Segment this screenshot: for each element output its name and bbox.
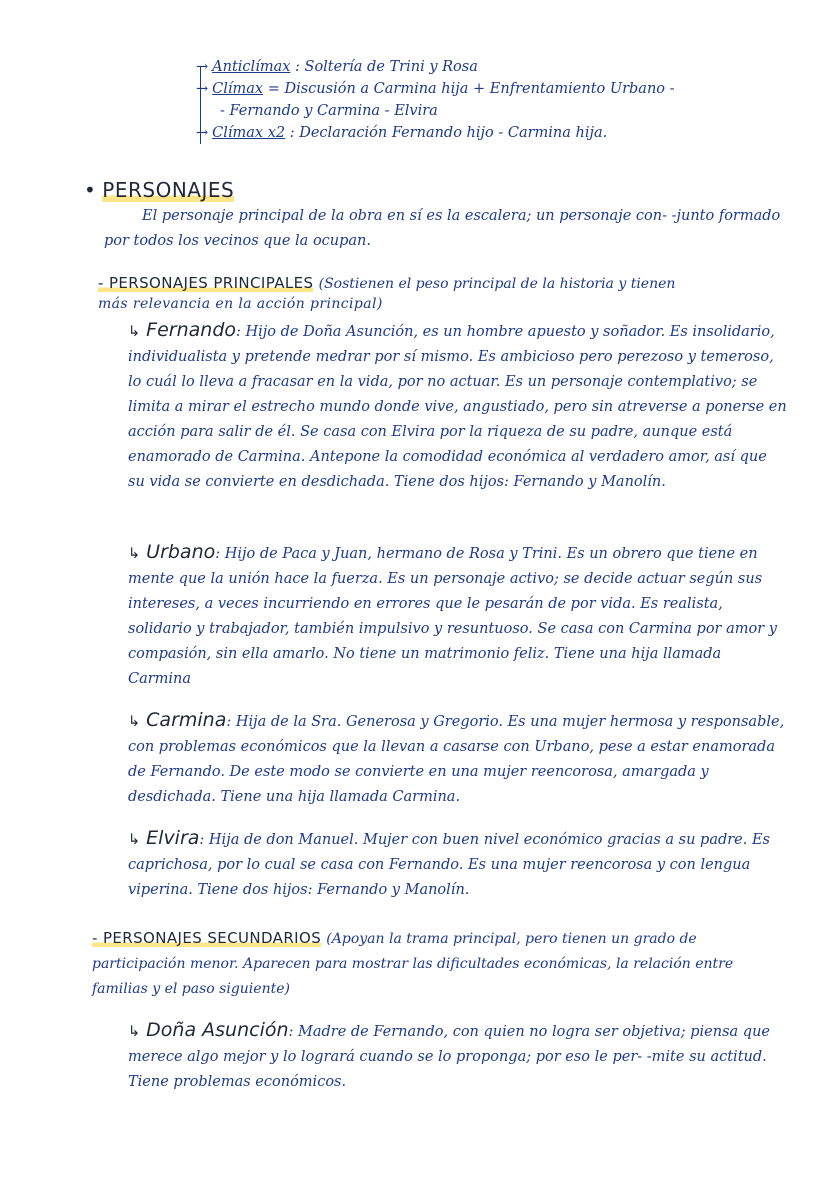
climax-x2-text: : Declaración Fernando hijo - Carmina hija. bbox=[289, 125, 608, 141]
character-entry bbox=[128, 318, 788, 495]
character-entry bbox=[128, 708, 788, 810]
character-urbano bbox=[128, 540, 788, 692]
personajes-heading-text: PERSONAJES bbox=[102, 178, 235, 202]
character-name: Doña Asunción bbox=[146, 1019, 289, 1041]
climax-term: Clímax bbox=[212, 81, 264, 97]
plot-structure-list bbox=[196, 56, 796, 144]
character-fernando bbox=[128, 318, 788, 495]
character-carmina bbox=[128, 708, 788, 810]
character-description: : Hija de don Manuel. Mujer con buen nivel económico gracias a su padre. Es caprichosa, por lo cual se casa con Fernando. Es una mujer reencorosa y con lengua viperina. Tiene dos hijos: Fernando y Manolín. bbox=[128, 832, 770, 898]
character-elvira bbox=[128, 826, 788, 903]
character-description: : Hijo de Doña Asunción, es un hombre apuesto y soñador. Es insolidario, individualista y pretende medrar por sí mismo. Es ambicioso pero perezoso y temeroso, lo cuál lo lleva a fracasar en la vida, por no actuar. Es un personaje contemplativo; se limita a mirar el estrecho mundo donde vive, angustiado, pero sin atreverse a ponerse en acción para salir de él. Se casa con Elvira por la riqueza de su padre, aunque está enamorado de Carmina. Antepone la comodidad económica al verdadero amor, así que su vida se convierte en desdichada. Tiene dos hijos: Fernando y Manolín. bbox=[128, 324, 787, 490]
character-entry bbox=[128, 540, 788, 692]
personajes-intro: El personaje principal de la obra en sí es la escalera; un personaje con- -junto formado por todos los vecinos que la ocupan. bbox=[104, 208, 781, 249]
character-name: Elvira bbox=[146, 827, 200, 849]
character-dona-asuncion bbox=[128, 1018, 788, 1095]
secundarios-title: - PERSONAJES SECUNDARIOS bbox=[92, 929, 322, 947]
climax-continuation-text: - Fernando y Carmina - Elvira bbox=[220, 103, 438, 119]
climax-text: = Discusión a Carmina hija + Enfrentamiento Urbano - bbox=[267, 81, 675, 97]
arrow-right-icon: → bbox=[196, 59, 209, 75]
character-name: Urbano bbox=[146, 541, 216, 563]
anticlimax-line bbox=[196, 56, 796, 78]
arrow-hook-icon: ↳ bbox=[128, 714, 141, 730]
anticlimax-text: : Soltería de Trini y Rosa bbox=[295, 59, 478, 75]
bullet-dot-icon: • bbox=[84, 178, 97, 202]
principales-note: (Sostienen el peso principal de la historia y tienen bbox=[318, 276, 676, 292]
climax-line bbox=[196, 78, 796, 100]
climax-x2-term: Clímax x2 bbox=[212, 125, 286, 141]
climax-continuation-line bbox=[196, 100, 796, 122]
principales-heading bbox=[98, 274, 788, 316]
arrow-hook-icon: ↳ bbox=[128, 832, 141, 848]
character-name: Carmina bbox=[146, 709, 227, 731]
climax-x2-line bbox=[196, 122, 796, 144]
character-entry bbox=[128, 826, 788, 903]
secundarios-note: (Apoyan la trama principal, pero tienen un grado de participación menor. Aparecen para mostrar las dificultades económicas, la relación entre familias y el paso siguiente) bbox=[92, 931, 734, 997]
principales-note-cont: más relevancia en la acción principal) bbox=[98, 296, 383, 312]
principales-title: - PERSONAJES PRINCIPALES bbox=[98, 274, 314, 292]
arrow-hook-icon: ↳ bbox=[128, 546, 141, 562]
character-description: : Hijo de Paca y Juan, hermano de Rosa y Trini. Es un obrero que tiene en mente que la unión hace la fuerza. Es un personaje activo; se decide actuar según sus intereses, a veces incurriendo en errores que le pesarán de por vida. Es realista, solidario y trabajador, también impulsivo y resuntuoso. Se casa con Carmina por amor y compasión, sin ella amarlo. No tiene un matrimonio feliz. Tiene una hija llamada Carmina bbox=[128, 546, 777, 687]
character-description: : Hija de la Sra. Generosa y Gregorio. Es una mujer hermosa y responsable, con problemas económicos que la llevan a casarse con Urbano, pese a estar enamorada de Fernando. De este modo se convierte en una mujer reencorosa, amargada y desdichada. Tiene una hija llamada Carmina. bbox=[128, 714, 785, 805]
arrow-right-icon: → bbox=[196, 81, 209, 97]
character-name: Fernando bbox=[146, 319, 236, 341]
arrow-right-icon: → bbox=[196, 125, 209, 141]
arrow-hook-icon: ↳ bbox=[128, 1024, 141, 1040]
secundarios-heading bbox=[92, 926, 792, 1001]
arrow-hook-icon: ↳ bbox=[128, 324, 141, 340]
anticlimax-term: Anticlímax bbox=[212, 59, 291, 75]
character-description: : Madre de Fernando, con quien no logra ser objetiva; piensa que merece algo mejor y lo logrará cuando se lo proponga; por eso le per- -mite su actitud. Tiene problemas económicos. bbox=[128, 1024, 770, 1090]
personajes-heading bbox=[84, 178, 234, 202]
character-entry bbox=[128, 1018, 788, 1095]
